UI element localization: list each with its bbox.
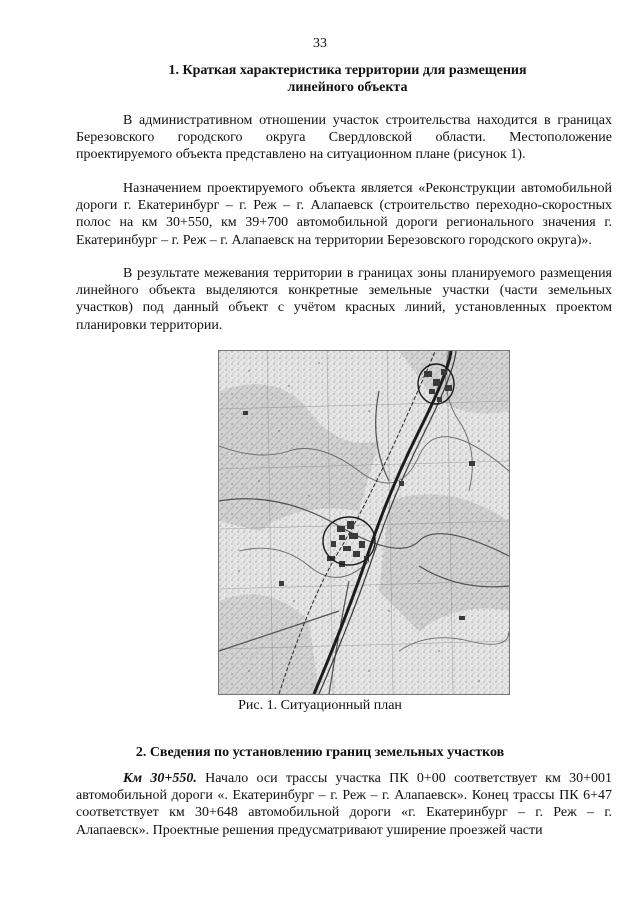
paragraph-km-30-550 <box>76 770 612 839</box>
km-label: Км 30+550. <box>123 771 197 786</box>
km-description: Начало оси трассы участка ПК 0+00 соответствует км 30+001 автомобильной дороги «. Екатеринбург – г. Реж – г. Алапаевск». Конец трассы ПК 6+47 соответствует км 30+648 автомобильной дороги «г. Екатеринбург – г. Реж – г. Алапаевск». Проектные решения предусматривают уширение проезжей части <box>76 771 612 838</box>
situational-plan-map <box>218 350 510 695</box>
section-2-heading: 2. Сведения по установлению границ земельных участков <box>135 745 505 760</box>
section-1-heading <box>80 62 615 96</box>
paragraph-surveying: В результате межевания территории в границах зоны планируемого размещения линейного объекта выделяются конкретные земельные участки (части земельных участков) под данный объект с учётом красных линий, установленных проектом планировки территории. <box>76 266 612 333</box>
paragraph-location: В административном отношении участок строительства находится в границах Березовского городского округа Свердловской области. Местоположение проектируемого объекта представлено на ситуационном плане (рисунок 1). <box>76 113 612 163</box>
figure-caption: Рис. 1. Ситуационный план <box>238 698 402 713</box>
situational-plan-map-image <box>219 351 509 694</box>
page-number: 33 <box>313 36 327 51</box>
section-1-heading-line-2: линейного объекта <box>287 80 408 95</box>
paragraph-purpose: Назначением проектируемого объекта является «Реконструкции автомобильной дороги г. Екатеринбург – г. Реж – г. Алапаевск (строительство переходно-скоростных полос на км 30+550, км 39+700 автомобильной дороги регионального значения г. Екатеринбург – г. Реж – г. Алапаевск на территории Березовского городского округа)». <box>76 181 612 248</box>
section-1-heading-line-1: 1. Краткая характеристика территории для размещения <box>168 63 527 78</box>
